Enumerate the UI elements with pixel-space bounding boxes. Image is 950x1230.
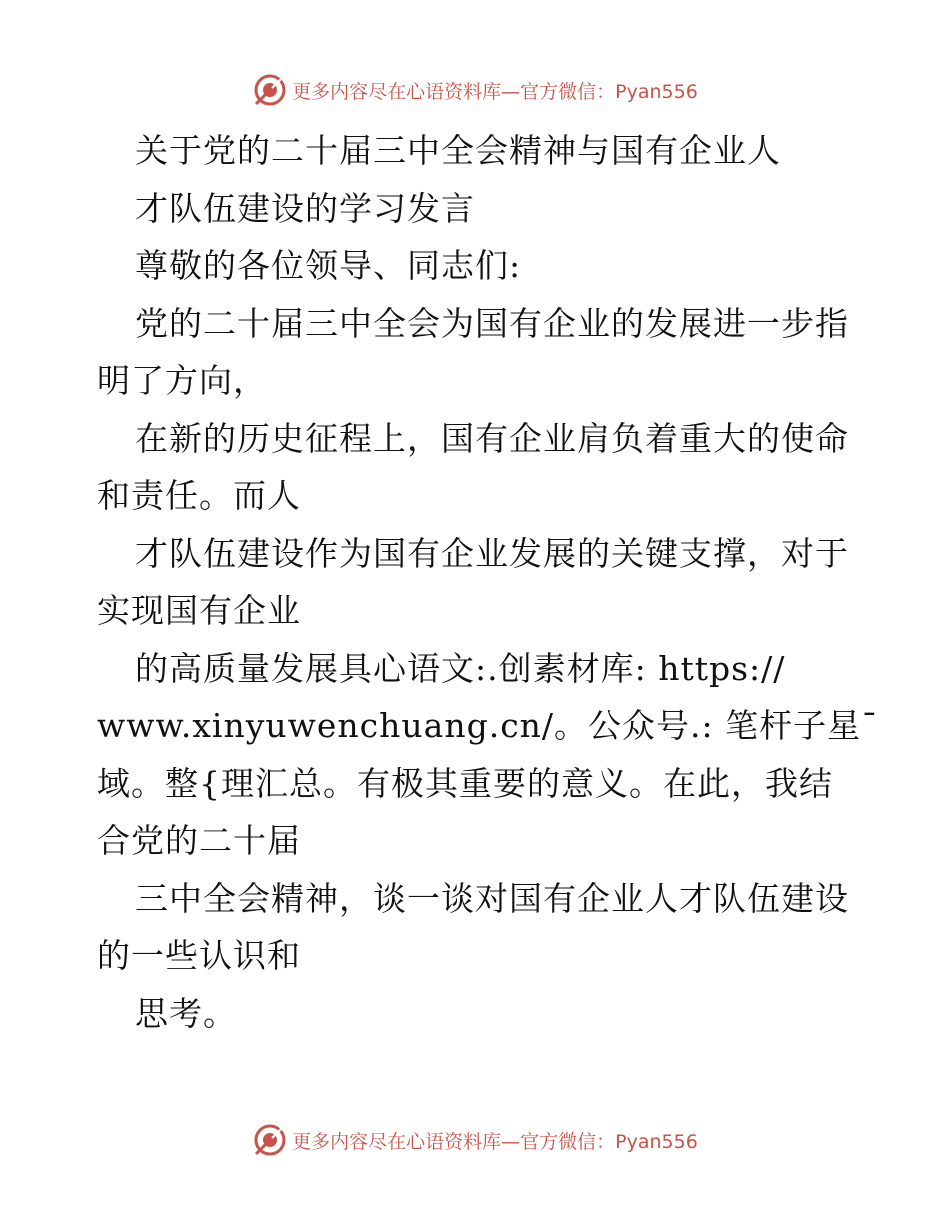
document-line: 尊敬的各位领导、同志们:	[135, 246, 522, 285]
footer-watermark-text: 更多内容尽在心语资料库—官方微信：Pyan556	[292, 1130, 698, 1153]
document-line: 思考。	[135, 993, 237, 1033]
document-line: 三中全会精神，谈一谈对国有企业人才队伍建设	[135, 878, 849, 918]
document-line: 实现国有企业	[97, 591, 301, 630]
header-watermark-banner	[0, 70, 950, 110]
document-line: 域。整{理汇总。有极其重要的意义。在此，我结	[97, 763, 833, 803]
document-line: 才队伍建设作为国有企业发展的关键支撑，对于	[135, 533, 849, 573]
header-watermark-text: 更多内容尽在心语资料库—官方微信：Pyan556	[292, 80, 698, 103]
document-line: www.xinyuwenchuang.cn/。公众号.: 笔杆子星¯	[97, 706, 879, 745]
document-line: 在新的历史征程上，国有企业肩负着重大的使命	[135, 418, 849, 458]
pen-logo-icon	[252, 1122, 288, 1158]
document-line: 的高质量发展具心语文:.创素材库: https://	[135, 648, 786, 688]
document-line: 明了方向，	[97, 361, 267, 400]
document-line: 的一些认识和	[97, 936, 301, 975]
footer-watermark-banner	[0, 1120, 950, 1160]
document-line: 合党的二十届	[97, 821, 301, 860]
document-line: 党的二十届三中全会为国有企业的发展进一步指	[135, 303, 849, 343]
document-line: 关于党的二十届三中全会精神与国有企业人	[135, 131, 781, 170]
pen-logo-icon	[252, 72, 288, 108]
document-line: 才队伍建设的学习发言	[135, 188, 475, 228]
document-line: 和责任。而人	[97, 476, 301, 515]
document-body	[97, 122, 879, 1042]
